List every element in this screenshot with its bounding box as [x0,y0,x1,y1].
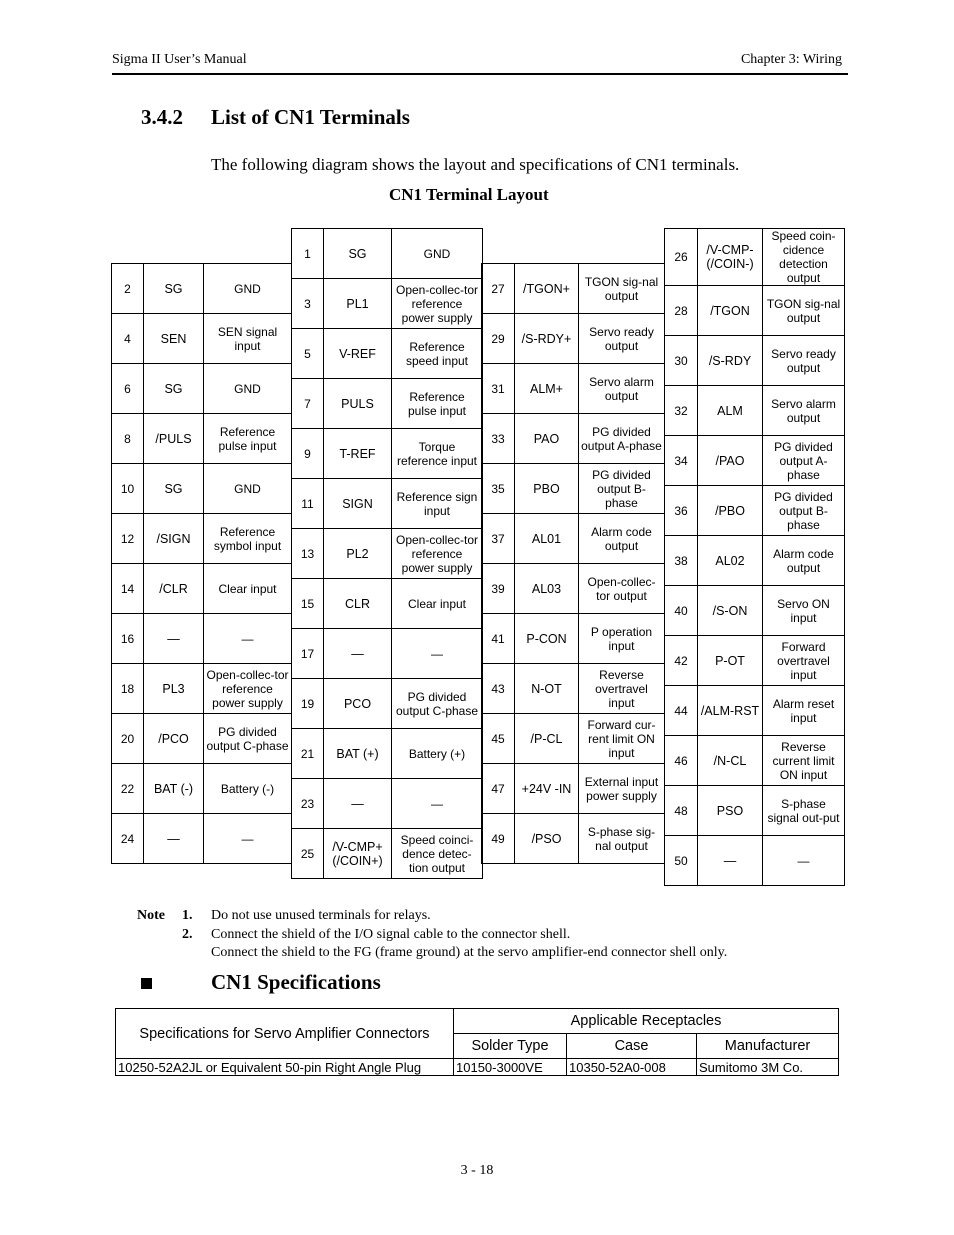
pin-number: 5 [292,329,324,379]
signal-name: T-REF [324,429,392,479]
pin-number: 46 [665,736,698,786]
pin-number: 8 [112,414,144,464]
signal-function: Alarm reset input [763,686,845,736]
signal-name: /S-RDY [698,336,763,386]
signal-name: — [144,814,204,864]
terminal-row [292,729,483,779]
terminal-row [482,264,665,314]
terminal-row [112,814,292,864]
signal-function: External input power supply [579,764,665,814]
signal-function: S-phase signal out-put [763,786,845,836]
terminal-row [292,479,483,529]
spec-manufacturer-value: Sumitomo 3M Co. [697,1059,839,1076]
pin-number: 7 [292,379,324,429]
signal-function: PG divided output C-phase [392,679,483,729]
note-1-number: 1. [182,908,193,923]
spec-table [115,1008,839,1076]
header-chapter: Chapter 3: Wiring [740,52,842,67]
signal-function: GND [392,229,483,279]
signal-function: Battery (-) [204,764,292,814]
signal-name: PULS [324,379,392,429]
signal-name: /P-CL [515,714,579,764]
signal-function: Servo ready output [763,336,845,386]
pin-number: 27 [482,264,515,314]
pin-number: 37 [482,514,515,564]
terminal-row [482,664,665,714]
pin-number: 47 [482,764,515,814]
terminal-column-2 [291,228,483,879]
terminal-row [112,464,292,514]
spec-header-manufacturer: Manufacturer [697,1034,839,1059]
terminal-row [292,229,483,279]
signal-name: V-REF [324,329,392,379]
signal-function: Servo alarm output [763,386,845,436]
spec-header-receptacles: Applicable Receptacles [454,1009,839,1034]
spec-solder-value: 10150-3000VE [454,1059,567,1076]
signal-name: SIGN [324,479,392,529]
section-title: List of CN1 Terminals [211,105,410,129]
signal-name: /S-RDY+ [515,314,579,364]
pin-number: 40 [665,586,698,636]
signal-function: PG divided output B-phase [579,464,665,514]
signal-name: /ALM-RST [698,686,763,736]
signal-name: PL3 [144,664,204,714]
terminal-row [482,464,665,514]
intro-text: The following diagram shows the layout and specifications of CN1 terminals. [211,155,740,174]
pin-number: 32 [665,386,698,436]
note-1-text: Do not use unused terminals for relays. [211,908,431,923]
terminal-row [482,564,665,614]
signal-name: /CLR [144,564,204,614]
terminal-row [665,786,845,836]
signal-name: /PSO [515,814,579,864]
signal-name: SG [324,229,392,279]
signal-name: PCO [324,679,392,729]
note-label: Note [137,908,165,923]
signal-function: Servo alarm output [579,364,665,414]
terminal-row [665,486,845,536]
pin-number: 1 [292,229,324,279]
terminal-row [482,314,665,364]
terminal-row [112,314,292,364]
signal-name: — [324,629,392,679]
terminal-row [112,614,292,664]
signal-function: Forward cur-rent limit ON input [579,714,665,764]
terminal-row [292,379,483,429]
terminal-row [292,329,483,379]
terminal-row [292,279,483,329]
signal-function: Servo ON input [763,586,845,636]
layout-title: CN1 Terminal Layout [389,185,549,204]
signal-function: — [392,629,483,679]
signal-function: Reference sign input [392,479,483,529]
terminal-row [665,286,845,336]
signal-name: PSO [698,786,763,836]
signal-name: SG [144,264,204,314]
signal-function: Open-collec-tor output [579,564,665,614]
signal-name: /V-CMP+ (/COIN+) [324,829,392,879]
signal-name: PAO [515,414,579,464]
signal-function: PG divided output A-phase [579,414,665,464]
signal-function: Reference pulse input [392,379,483,429]
pin-number: 34 [665,436,698,486]
pin-number: 36 [665,486,698,536]
signal-function: P operation input [579,614,665,664]
signal-function: Reference pulse input [204,414,292,464]
pin-number: 33 [482,414,515,464]
signal-name: /PAO [698,436,763,486]
terminal-row [665,536,845,586]
header-rule [112,73,848,75]
signal-function: Battery (+) [392,729,483,779]
signal-name: P-CON [515,614,579,664]
signal-function: Clear input [204,564,292,614]
signal-function: Alarm code output [579,514,665,564]
signal-name: SEN [144,314,204,364]
terminal-row [112,714,292,764]
signal-function: — [204,814,292,864]
terminal-row [665,686,845,736]
terminal-row [292,779,483,829]
signal-name: PBO [515,464,579,514]
signal-function: TGON sig-nal output [763,286,845,336]
pin-number: 20 [112,714,144,764]
signal-name: PL1 [324,279,392,329]
terminal-row [482,714,665,764]
pin-number: 28 [665,286,698,336]
signal-name: /TGON [698,286,763,336]
signal-name: CLR [324,579,392,629]
signal-name: SG [144,464,204,514]
signal-name: ALM [698,386,763,436]
terminal-row [292,579,483,629]
signal-name: /TGON+ [515,264,579,314]
signal-function: — [763,836,845,886]
terminal-row [292,529,483,579]
signal-name: — [324,779,392,829]
terminal-row [482,364,665,414]
terminal-row [665,386,845,436]
signal-function: GND [204,464,292,514]
signal-name: AL01 [515,514,579,564]
signal-function: Open-collec-tor reference power supply [392,279,483,329]
spec-header-solder: Solder Type [454,1034,567,1059]
pin-number: 21 [292,729,324,779]
pin-number: 44 [665,686,698,736]
signal-name: — [698,836,763,886]
pin-number: 48 [665,786,698,836]
signal-function: SEN signal input [204,314,292,364]
signal-name: /N-CL [698,736,763,786]
signal-function: Speed coinci-dence detec-tion output [392,829,483,879]
signal-name: AL03 [515,564,579,614]
signal-function: Reference symbol input [204,514,292,564]
signal-name: /PBO [698,486,763,536]
pin-number: 39 [482,564,515,614]
pin-number: 30 [665,336,698,386]
terminal-row [665,636,845,686]
pin-number: 38 [665,536,698,586]
spec-connector-value: 10250-52A2JL or Equivalent 50-pin Right Angle Plug [116,1059,454,1076]
pin-number: 3 [292,279,324,329]
terminal-row [292,429,483,479]
terminal-row [482,414,665,464]
terminal-row [292,629,483,679]
pin-number: 29 [482,314,515,364]
pin-number: 35 [482,464,515,514]
note-2-text: Connect the shield of the I/O signal cable to the connector shell. [211,927,571,942]
signal-name: +24V -IN [515,764,579,814]
pin-number: 45 [482,714,515,764]
signal-function: Servo ready output [579,314,665,364]
signal-function: Open-collec-tor reference power supply [392,529,483,579]
pin-number: 26 [665,229,698,286]
terminal-row [482,764,665,814]
signal-function: Speed coin-cidence detection output [763,229,845,286]
signal-function: GND [204,364,292,414]
pin-number: 12 [112,514,144,564]
signal-function: PG divided output C-phase [204,714,292,764]
terminal-row [292,679,483,729]
signal-function: Torque reference input [392,429,483,479]
signal-name: /V-CMP- (/COIN-) [698,229,763,286]
pin-number: 25 [292,829,324,879]
signal-name: ALM+ [515,364,579,414]
pin-number: 10 [112,464,144,514]
signal-name: /S-ON [698,586,763,636]
signal-function: Alarm code output [763,536,845,586]
pin-number: 11 [292,479,324,529]
signal-function: PG divided output B-phase [763,486,845,536]
spec-case-value: 10350-52A0-008 [567,1059,697,1076]
signal-function: PG divided output A-phase [763,436,845,486]
pin-number: 4 [112,314,144,364]
pin-number: 6 [112,364,144,414]
pin-number: 2 [112,264,144,314]
signal-function: Clear input [392,579,483,629]
signal-name: BAT (+) [324,729,392,779]
terminal-row [665,836,845,886]
signal-function: TGON sig-nal output [579,264,665,314]
signal-name: /PULS [144,414,204,464]
pin-number: 42 [665,636,698,686]
spec-header-case: Case [567,1034,697,1059]
terminal-column-1 [111,263,292,864]
terminal-row [482,814,665,864]
signal-name: /PCO [144,714,204,764]
page-number: 3 - 18 [460,1163,494,1178]
signal-name: SG [144,364,204,414]
note-2-text-continued: Connect the shield to the FG (frame ground) at the servo amplifier-end connector shell only. [211,945,728,960]
terminal-row [112,414,292,464]
signal-function: Reverse current limit ON input [763,736,845,786]
pin-number: 9 [292,429,324,479]
signal-function: S-phase sig-nal output [579,814,665,864]
section-number: 3.4.2 [141,105,183,129]
terminal-row [665,586,845,636]
pin-number: 22 [112,764,144,814]
pin-number: 23 [292,779,324,829]
signal-name: AL02 [698,536,763,586]
terminal-column-3 [481,263,665,864]
terminal-row [112,364,292,414]
spec-title: CN1 Specifications [211,970,381,994]
pin-number: 17 [292,629,324,679]
terminal-row [665,336,845,386]
header-manual-title: Sigma II User’s Manual [112,52,247,67]
signal-function: Reference speed input [392,329,483,379]
pin-number: 14 [112,564,144,614]
pin-number: 50 [665,836,698,886]
signal-function: — [392,779,483,829]
terminal-row [112,264,292,314]
signal-name: PL2 [324,529,392,579]
signal-name: N-OT [515,664,579,714]
terminal-row [482,514,665,564]
pin-number: 43 [482,664,515,714]
signal-function: Reverse overtravel input [579,664,665,714]
spec-header-connectors: Specifications for Servo Amplifier Connectors [116,1009,454,1059]
square-bullet-icon [141,978,152,989]
signal-name: BAT (-) [144,764,204,814]
terminal-row [112,764,292,814]
pin-number: 18 [112,664,144,714]
terminal-row [665,436,845,486]
terminal-column-4 [664,228,845,886]
terminal-row [292,829,483,879]
signal-function: GND [204,264,292,314]
signal-name: — [144,614,204,664]
signal-name: P-OT [698,636,763,686]
pin-number: 16 [112,614,144,664]
signal-name: /SIGN [144,514,204,564]
note-2-number: 2. [182,927,193,942]
pin-number: 19 [292,679,324,729]
terminal-row [482,614,665,664]
pin-number: 13 [292,529,324,579]
pin-number: 15 [292,579,324,629]
pin-number: 41 [482,614,515,664]
terminal-row [112,664,292,714]
signal-function: Open-collec-tor reference power supply [204,664,292,714]
terminal-row [665,736,845,786]
pin-number: 31 [482,364,515,414]
terminal-row [112,514,292,564]
signal-function: Forward overtravel input [763,636,845,686]
signal-function: — [204,614,292,664]
pin-number: 24 [112,814,144,864]
terminal-row [112,564,292,614]
terminal-row [665,229,845,286]
pin-number: 49 [482,814,515,864]
